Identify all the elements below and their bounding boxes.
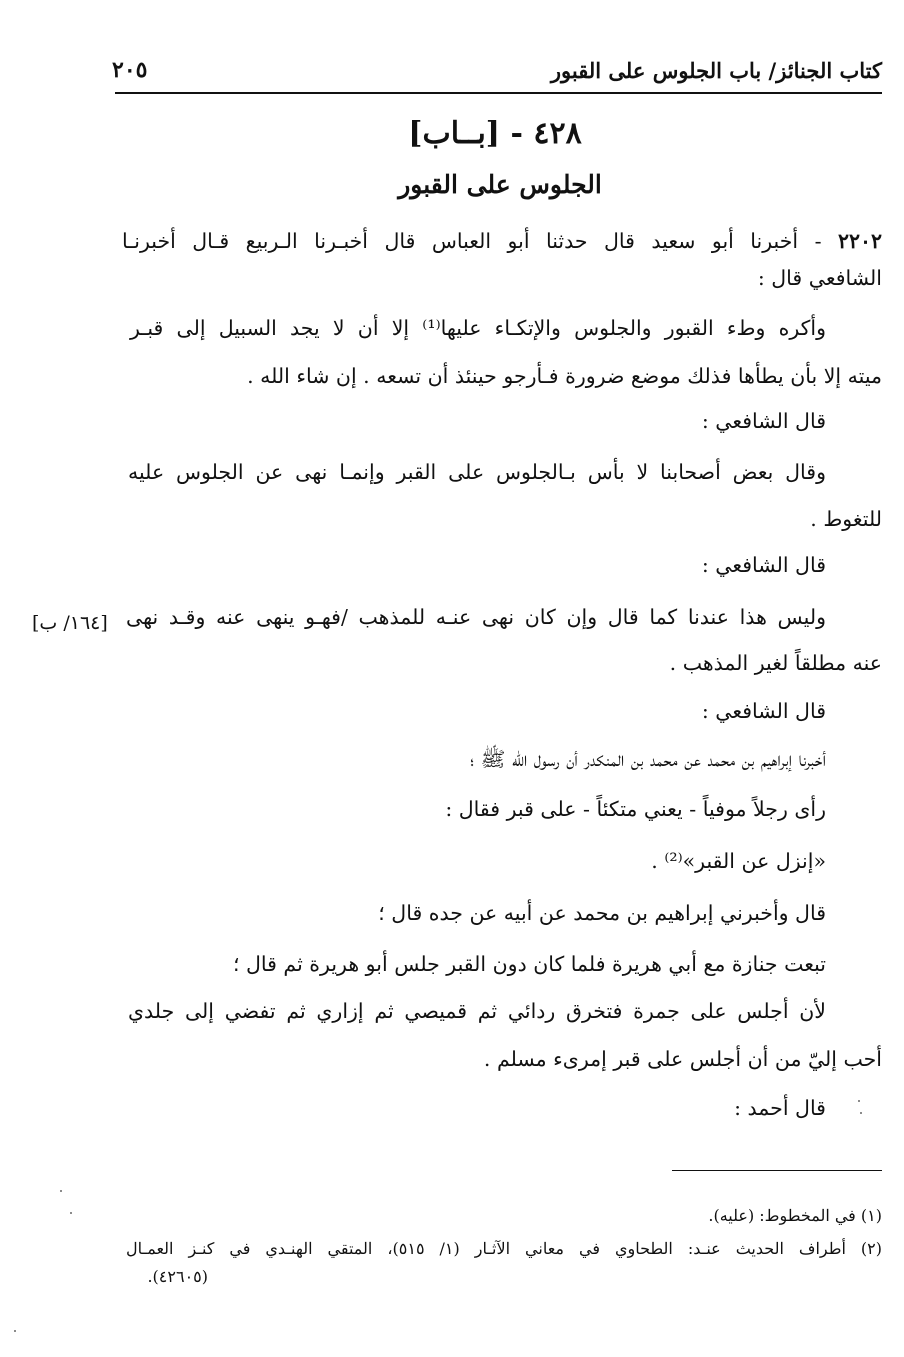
text-line: قال الشافعي : <box>701 553 826 577</box>
text-line: أخبرنا إبراهيم بن محمد عن محمد بن المنكدر أن رسول الله ﷺ ؛ <box>470 747 826 771</box>
text-line: وقال بعض أصحابنا لا بأس بـالجلوس على القبر وإنمـا نهى عن الجلوس عليه <box>128 460 826 484</box>
header-rule <box>115 92 882 94</box>
text-line: عنه مطلقاً لغير المذهب . <box>669 651 882 675</box>
text-line-content: - أخبرنا أبو سعيد قال حدثنا أبو العباس قال أخبـرنا الـربيع قـال أخبرنـا <box>122 229 822 253</box>
scan-speck <box>14 1330 16 1332</box>
page-number: ٢٠٥ <box>112 57 148 83</box>
running-head <box>112 50 882 90</box>
text-line: قال الشافعي : <box>701 409 826 433</box>
chapter-number: ٤٢٨ - [بــاب] <box>408 116 582 151</box>
text-line: تبعت جنازة مع أبي هريرة فلما كان دون القبر جلس أبو هريرة ثم قال ؛ <box>232 952 826 976</box>
footnote: (٢) أطراف الحديث عنـد: الطحاوي في معاني الآثـار (١/ ٥١٥)، المتقي الهنـدي في كنـز العمـال <box>126 1239 883 1258</box>
text-line <box>122 226 882 256</box>
text-line: الشافعي قال : <box>757 266 882 290</box>
text-line: لأن أجلس على جمرة فتخرق ردائي ثم قميصي ثم إزاري ثم تفضي إلى جلدي <box>128 999 826 1023</box>
text-line: «إنزل عن القبر»⁽²⁾ . <box>651 849 826 873</box>
margin-folio-reference: [١٦٤/ ب] <box>32 612 108 634</box>
text-line: قال وأخبرني إبراهيم بن محمد عن أبيه عن جده قال ؛ <box>378 901 826 925</box>
text-line: قال أحمد : <box>734 1096 826 1120</box>
text-line: قال الشافعي : <box>701 699 826 723</box>
scan-speck <box>70 1212 72 1214</box>
text-line: وليس هذا عندنا كما قال وإن كان نهى عنـه للمذهب /فهـو ينهى عنه وقـد نهى <box>126 605 826 629</box>
scan-speck <box>858 1100 860 1102</box>
text-line: أحب إليّ من أن أجلس على قبر إمرىء مسلم . <box>483 1047 882 1071</box>
text-line: للتغوط . <box>810 507 882 531</box>
footnote: (١) في المخطوط: (عليه). <box>708 1206 882 1225</box>
text-line: وأكره وطء القبور والجلوس والإتكـاء عليها⁽¹⁾ إلا أن لا يجد السبيل إلى قبـر <box>130 316 827 340</box>
scan-speck <box>860 1112 862 1114</box>
footnote: (٤٢٦٠٥). <box>147 1267 208 1286</box>
scan-speck <box>60 1190 62 1192</box>
footnote-rule <box>672 1170 882 1171</box>
text-line: ميته إلا بأن يطأها فذلك موضع ضرورة فـأرجو حينئذ أن تسعه . إن شاء الله . <box>247 364 882 388</box>
hadith-number: ٢٢٠٢ <box>837 229 882 253</box>
running-head-title: كتاب الجنائز/ باب الجلوس على القبور <box>550 57 882 83</box>
chapter-title: الجلوس على القبور <box>398 170 602 199</box>
text-line: رأى رجلاً موفياً - يعني متكئاً - على قبر فقال : <box>445 797 826 821</box>
